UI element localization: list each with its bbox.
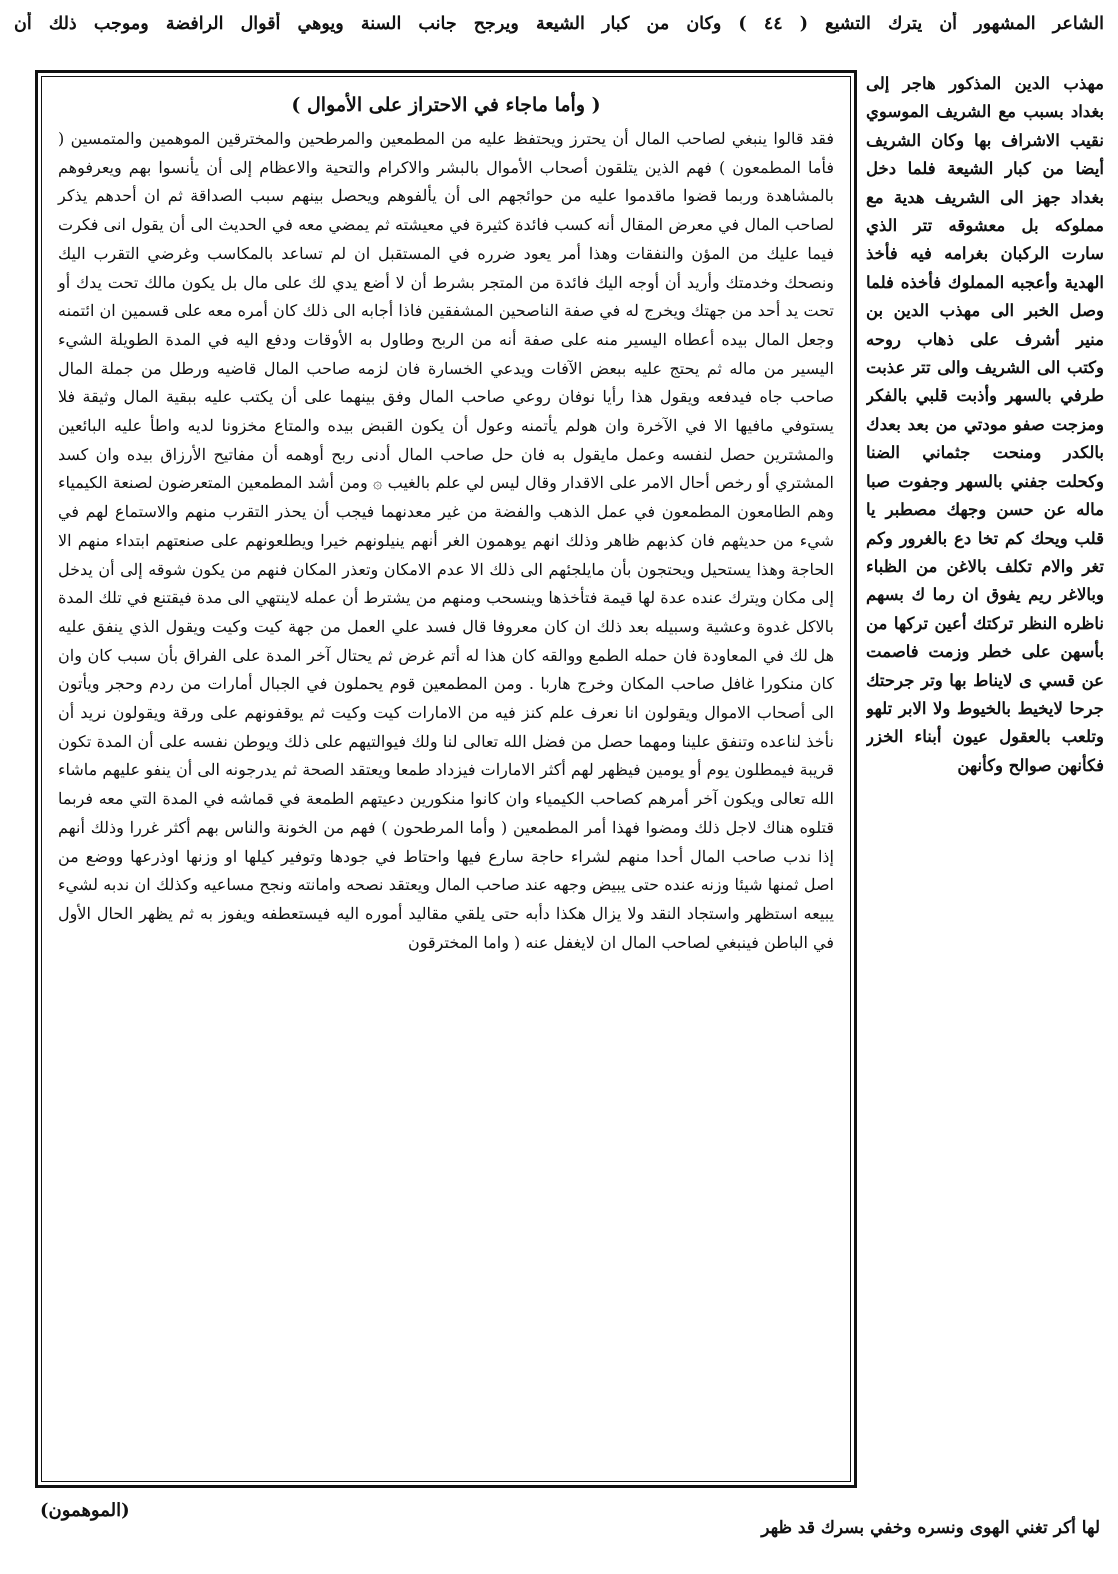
running-top-line: الشاعر المشهور أن يترك التشيع ( ٤٤ ) وكان من كبار الشيعة ويرجح جانب السنة ويوهي أقوال الرافضة وموجب ذلك أن bbox=[14, 14, 1104, 34]
section-title: ( وأما ماجاء في الاحتراز على الأموال ) bbox=[291, 94, 601, 116]
boxed-body-text: فقد قالوا ينبغي لصاحب المال أن يحترز ويحتفظ عليه من المطمعين والمرطحين والمخترقين الموهمين والمتمسين ( فأما المطمعون ) فهم الذين يتلقون أصحاب الأموال بالبشر والاكرام والتحية والاعظام إلى أن يأنسوا بهم ويعرفوهم بالمشاهدة وربما قضوا ماقدموا عليه من حوائجهم الى أن يألفوهم ويحصل بينهم سبب الصداقة ثم ان أحدهم يذكر لصاحب المال في معرض المقال أنه كسب فائدة كثيرة في معيشته ثم يمضي معه في الحديث الى أن يقول انى فكرت فيما عليك من المؤن والنفقات وهذا أمر يعود ضرره في المستقبل ان لم تساعد بالمكاسب وغرضي التقرب اليك ونصحك وخدمتك وأريد أن أوجه اليك فائدة من المتجر بشرط أن لا أضع يدي لك على مال بل يكون مالك تحت يدك أو تحت يد أحد من جهتك ويخرج له في صفة الناصحين المشفقين فاذا أجابه الى ذلك كان أمره معه على قسمين ان ائتمنه وجعل المال بيده أعطاه اليسير منه على صفة أنه من الربح وطاول به الأوقات ودفع اليه في المدة الطويلة الشيء اليسير من ماله ثم يحتج عليه ببعض الآفات ويدعي الخسارة فان لزمه صاحب المال قاضيه ورطل من جملة المال صاحب جاه فيدفعه ويقول هذا رأيا نوفان روعي صاحب المال وفق بينهما على أن يكتب عليه ببقية المال وثيقة فلا يستوفي مافيها الا في الآخرة وان هولم يأتمنه وعول أن يكون القبض بيده والمتاع مخزونا لديه واطأ عليه البائعين والمشترين حصل لنفسه وعمل مايقول به فان حل صاحب المال أدنى ربح أوهمه أن مفاتيح الأرزاق بيده وان كسد المشتري أو رخص أحال الامر على الاقدار وقال ليس لي علم بالغيب ۞ ومن أشد المطمعين المتعرضون لصنعة الكيمياء وهم الطامعون المطمعون في عمل الذهب والفضة من غير معدنهما فيجب أن يحذر التقرب منهم والاستماع لهم في شيء من حديثهم فان كذبهم ظاهر وذلك انهم يوهمون الغر أنهم ينيلونهم خيرا ويطلعونهم على صنعتهم ابتداء منهم الا الحاجة وهذا يستحيل ويحتجون بأن مايلجئهم الى ذلك الا عدم الامكان وتعذر المكان فنهم من يكون شوقه إلى أن يدخل إلى مكان ويترك عنده عدة لها قيمة فتأخذها وينسحب ومنهم من يشترط أن عمله لاينتهي الى مدة فيقتنع في تلك المدة بالاكل غدوة وعشية وسبيله بعد ذلك ان كان معروفا قال فسد علي العمل من جهة كيت وكيت ويقول الذي ينفق عليه هل لك في المعاودة فان حمله الطمع ووالقه كان هذا له أتم غرض ثم يحتال آخر المدة على الفراق بأن سبب كان وان كان منكورا غافل صاحب المكان وخرج هاربا . ومن المطمعين قوم يحملون في الجبال أمارات من ردم وحجر ويأتون الى أصحاب الاموال ويقولون انا نعرف علم كنز فيه من الامارات كيت وكيت ثم يوقفونهم على ورقة ويقولون نريد أن نأخذ لناعده وتنفق علينا ومهما حصل من فضل الله تعالى لنا ولك فيوالتيهم على ذلك ويوطن نفسه على أن المدة تكون قريبة فيمطلون يوم أو يومين فيظهر لهم أكثر الامارات فيزداد طمعا ويعتقد الصحة ثم يدرجونه الى أن ينفو عليهم ماشاء الله تعالى ويكون آخر أمرهم كصاحب الكيمياء وان كانوا منكورين دعيتهم الطمعة في قماشه في المدة التي معه فربما قتلوه هناك لاجل ذلك ومضوا فهذا أمر المطمعين ( وأما المرطحون ) فهم من الخونة والناس بهم أكثر غررا وذلك أنهم إذا ندب صاحب المال أحدا منهم لشراء حاجة سارع فيها واحتاط في جودها وتوفير كيلها او وزنها اوذرعها ووضع من اصل ثمنها شيئا وزنه عنده حتى يبيض وجهه عند صاحب المال ويعتقد نصحه وامانته ونجح مساعيه وكذلك ان ندبه لشيء يبيعه استظهر واستجاد النقد ولا يزال هكذا دأبه حتى يلقي مقاليد أموره اليه فيستعطفه ويفوز به ثم يظهر الحال الأول في الباطن فينبغي لصاحب المال ان لايغفل عنه ( واما المخترقون bbox=[58, 129, 835, 952]
footer-catchword: (الموهمون) bbox=[40, 1500, 130, 1521]
boxed-section-frame bbox=[35, 70, 857, 1488]
footer-verse-line: لها أكر تغني الهوى ونسره وخفي بسرك قد ظهر bbox=[761, 1518, 1100, 1538]
side-margin-text: مهذب الدين المذكور هاجر إلى بغداد بسبب مع الشريف الموسوي نقيب الاشراف بها وكان الشريف أيضا من كبار الشيعة فلما دخل بغداد جهز الى الشريف هدية مع مملوكه بل معشوقه تتر الذي سارت الركبان بغرامه فيه فأخذ الهدية وأعجبه المملوك فأخذه فلما وصل الخبر الى مهذب الدين بن منير أشرف على ذهاب روحه وكتب الى الشريف والى تتر عذبت طرفي بالسهر وأذبت قلبي بالفكر ومزجت صفو مودتي من بعد بعدك بالكدر ومنحت جثماني الضنا وكحلت جفني بالسهر وجفوت صبا ماله عن حسن وجهك مصطبر يا قلب ويحك كم تخا دع بالغرور وكم تغر والام تكلف بالاغن من الظباء وبالاغر ريم يفوق ان رما ك بسهم ناظره النظر تركتك أعين تركها من بأسهن على خطر وزمت فاصمت عن قسي ى لايناط بها وتر جرحتك جرحا لايخيط بالخيوط ولا الابر تلهو وتلعب بالعقول عيون أبناء الخزر فكأنهن صوالح وكأنهن bbox=[866, 74, 1104, 775]
boxed-section-inner bbox=[41, 76, 851, 1482]
side-margin-column bbox=[866, 70, 1104, 1488]
